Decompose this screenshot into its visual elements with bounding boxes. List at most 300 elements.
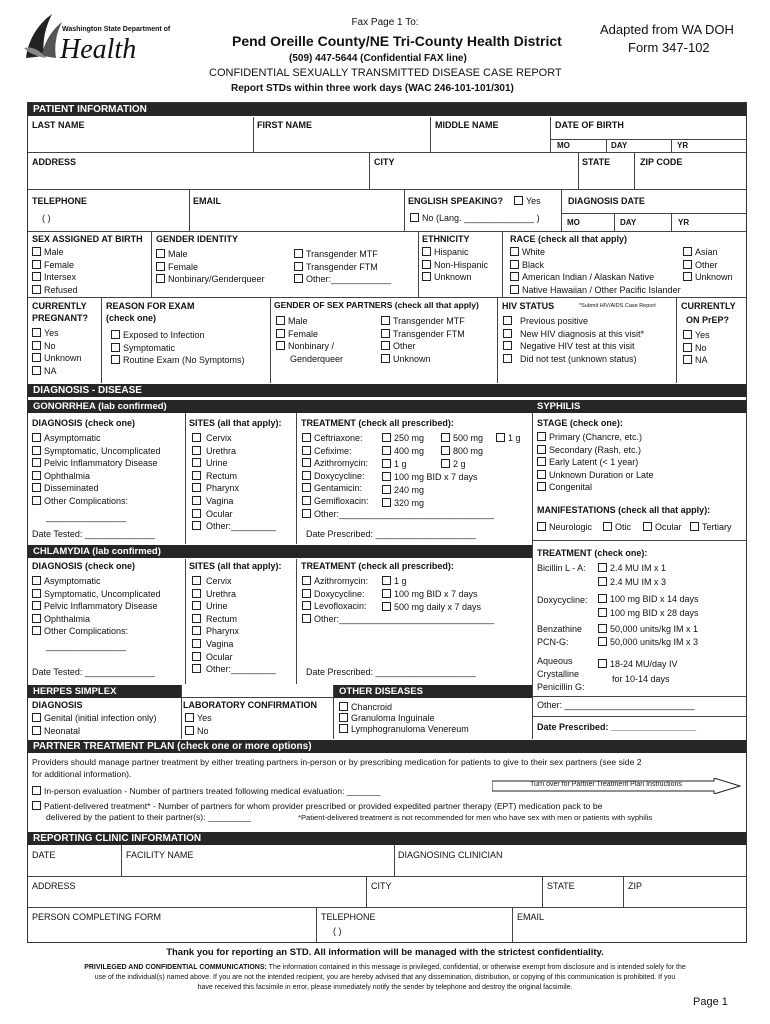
dose-doxy[interactable]: 100 mg BID x 7 days bbox=[382, 472, 478, 482]
aq-iv[interactable]: 18-24 MU/day IV bbox=[598, 659, 678, 669]
prep-yes[interactable]: Yes bbox=[683, 329, 710, 342]
herpes-neonatal-checkbox[interactable] bbox=[32, 726, 41, 735]
chl-site-urethra-checkbox[interactable] bbox=[192, 589, 201, 598]
sex-female-checkbox[interactable] bbox=[32, 260, 41, 269]
bic-1[interactable]: 2.4 MU IM x 1 bbox=[598, 563, 666, 573]
chl-site-other-checkbox[interactable] bbox=[192, 664, 201, 673]
preg-no[interactable]: No bbox=[32, 340, 82, 353]
other-diseases-bar: OTHER DISEASES bbox=[333, 685, 532, 698]
penicillin-label: Penicillin G: bbox=[537, 682, 585, 692]
gsp-other[interactable]: Other bbox=[381, 340, 465, 353]
english-no[interactable] bbox=[410, 213, 540, 223]
gon-other-checkbox[interactable] bbox=[32, 496, 41, 505]
gon-doxycycline[interactable]: Doxycycline: bbox=[302, 470, 494, 483]
prep-yes-checkbox[interactable] bbox=[683, 330, 692, 339]
dose-doxy-checkbox[interactable] bbox=[382, 472, 391, 481]
gon-site-ocular[interactable]: Ocular bbox=[192, 508, 276, 521]
english-no-checkbox[interactable] bbox=[410, 213, 419, 222]
gon-disseminated[interactable]: Disseminated bbox=[32, 482, 161, 495]
last-name-label: LAST NAME bbox=[32, 120, 85, 130]
dose-1g-checkbox[interactable] bbox=[496, 433, 505, 442]
chl-diag-heading: DIAGNOSIS (check one) bbox=[32, 561, 136, 571]
manif-otic-checkbox[interactable] bbox=[603, 522, 612, 531]
dose-400[interactable]: 400 mg bbox=[382, 446, 424, 456]
herpes-genital-checkbox[interactable] bbox=[32, 713, 41, 722]
telephone-label: TELEPHONE bbox=[32, 196, 88, 206]
prep-na[interactable]: NA bbox=[683, 354, 710, 367]
state-label: STATE bbox=[582, 157, 611, 167]
prep-heading-1: CURRENTLY bbox=[681, 301, 736, 311]
gon-ceftriaxone-checkbox[interactable] bbox=[302, 433, 311, 442]
dose-500[interactable]: 500 mg bbox=[441, 433, 483, 443]
gender-mtf-checkbox[interactable] bbox=[294, 249, 303, 258]
race-unknown[interactable]: Unknown bbox=[683, 271, 733, 284]
partner-pdt-checkbox[interactable] bbox=[32, 801, 41, 810]
race-asian-checkbox[interactable] bbox=[683, 247, 692, 256]
chl-pid[interactable]: Pelvic Inflammatory Disease bbox=[32, 600, 161, 613]
race-white-checkbox[interactable] bbox=[510, 247, 519, 256]
chl-site-rectum[interactable]: Rectum bbox=[192, 613, 276, 626]
chl-site-pharynx[interactable]: Pharynx bbox=[192, 625, 276, 638]
gsp-mtf[interactable]: Transgender MTF bbox=[381, 315, 465, 328]
herpes-diag-heading: DIAGNOSIS bbox=[32, 700, 83, 710]
adapted-from: Adapted from WA DOH bbox=[600, 22, 734, 37]
gsp-genderqueer: Genderqueer bbox=[290, 353, 344, 364]
crystalline-label: Crystalline bbox=[537, 669, 580, 679]
race-unknown-checkbox[interactable] bbox=[683, 272, 692, 281]
chl-site-rectum-checkbox[interactable] bbox=[192, 614, 201, 623]
gon-site-rectum-checkbox[interactable] bbox=[192, 471, 201, 480]
other-lgv[interactable]: Lymphogranuloma Venereum bbox=[339, 724, 469, 735]
chl-symptomatic-checkbox[interactable] bbox=[32, 589, 41, 598]
reason-routine[interactable]: Routine Exam (No Symptoms) bbox=[111, 354, 245, 367]
preg-yes-checkbox[interactable] bbox=[32, 328, 41, 337]
gon-site-vagina-checkbox[interactable] bbox=[192, 496, 201, 505]
chl-dose-doxy-checkbox[interactable] bbox=[382, 589, 391, 598]
lab-list bbox=[185, 712, 212, 737]
dose-az-2g[interactable]: 2 g bbox=[441, 459, 466, 469]
race-other[interactable]: Other bbox=[683, 259, 733, 272]
district-name: Pend Oreille County/NE Tri-County Health District bbox=[232, 33, 562, 49]
gon-pid[interactable]: Pelvic Inflammatory Disease bbox=[32, 457, 161, 470]
syph-dox-14[interactable]: 100 mg BID x 14 days bbox=[598, 594, 699, 604]
partner-intro-2: for additional information). bbox=[32, 769, 132, 779]
clinic-facility-label: FACILITY NAME bbox=[126, 850, 194, 860]
patient-info-bar: PATIENT INFORMATION bbox=[28, 103, 746, 116]
race-other-checkbox[interactable] bbox=[683, 260, 692, 269]
gon-gentamicin-checkbox[interactable] bbox=[302, 483, 311, 492]
gon-date-tested: Date Tested: ______________ bbox=[32, 529, 155, 539]
gon-site-rectum[interactable]: Rectum bbox=[192, 470, 276, 483]
partner-pdt[interactable]: Patient-delivered treatment* - Number of partners for whom provider prescribed or provided expedited partner therapy (EPT) medication pack to be bbox=[32, 801, 602, 812]
race-aian[interactable]: American Indian / Alaskan Native bbox=[510, 271, 681, 284]
gsp-other-checkbox[interactable] bbox=[381, 341, 390, 350]
manif-ocular[interactable]: Ocular bbox=[643, 522, 682, 532]
chl-site-ocular-checkbox[interactable] bbox=[192, 652, 201, 661]
lab-yes[interactable]: Yes bbox=[185, 712, 212, 725]
gon-treat-other-checkbox[interactable] bbox=[302, 509, 311, 518]
gon-site-other[interactable]: Other:_________ bbox=[192, 520, 276, 533]
ben-3[interactable]: 50,000 units/kg IM x 3 bbox=[598, 637, 698, 647]
chl-ophthalmia[interactable]: Ophthalmia bbox=[32, 613, 161, 626]
thanks-text: Thank you for reporting an STD. All information will be managed with the strictest confidentiality. bbox=[166, 947, 604, 958]
manif-tertiary[interactable]: Tertiary bbox=[690, 522, 732, 532]
race-heading: RACE (check all that apply) bbox=[510, 234, 628, 244]
gsp-female[interactable]: Female bbox=[276, 328, 343, 341]
chl-azithromycin-checkbox[interactable] bbox=[302, 576, 311, 585]
gon-other[interactable]: Other Complications: bbox=[32, 495, 161, 508]
privileged-heading: PRIVILEGED AND CONFIDENTIAL COMMUNICATIONS: bbox=[84, 964, 267, 971]
gon-site-urethra[interactable]: Urethra bbox=[192, 445, 276, 458]
preg-na[interactable]: NA bbox=[32, 365, 82, 378]
privileged-line-2: use of the individual(s) named above. If you are not the intended recipient, you are hereby advised that any dissemination, distribution, or copying of this communication is prohibited. If you bbox=[94, 974, 676, 981]
gon-pid-checkbox[interactable] bbox=[32, 458, 41, 467]
gon-gemifloxacin[interactable]: Gemifloxacin: bbox=[302, 495, 494, 508]
clinic-clinician-label: DIAGNOSING CLINICIAN bbox=[398, 850, 503, 860]
gon-gentamicin[interactable]: Gentamicin: bbox=[302, 482, 494, 495]
gon-ophthalmia[interactable]: Ophthalmia bbox=[32, 470, 161, 483]
gon-symptomatic[interactable]: Symptomatic, Uncomplicated bbox=[32, 445, 161, 458]
gon-asymptomatic-checkbox[interactable] bbox=[32, 433, 41, 442]
partner-inperson-checkbox[interactable] bbox=[32, 786, 41, 795]
eth-nonhispanic-checkbox[interactable] bbox=[422, 260, 431, 269]
chl-site-urine-checkbox[interactable] bbox=[192, 601, 201, 610]
gsp-ftm[interactable]: Transgender FTM bbox=[381, 328, 465, 341]
gon-azithromycin[interactable]: Azithromycin: bbox=[302, 457, 494, 470]
gon-sites-list bbox=[192, 432, 276, 533]
dose-gent-checkbox[interactable] bbox=[382, 485, 391, 494]
other-chancroid[interactable]: Chancroid bbox=[339, 702, 469, 713]
gsp-nonbinary-checkbox[interactable] bbox=[276, 341, 285, 350]
gsp-ftm-checkbox[interactable] bbox=[381, 329, 390, 338]
dose-gent[interactable]: 240 mg bbox=[382, 485, 424, 495]
pregnant-list bbox=[32, 327, 82, 377]
syph-dox-28-checkbox[interactable] bbox=[598, 608, 607, 617]
gon-gemifloxacin-checkbox[interactable] bbox=[302, 496, 311, 505]
gender-ftm[interactable]: Transgender FTM bbox=[294, 261, 391, 274]
gender-female[interactable]: Female bbox=[156, 261, 265, 274]
aq-days: for 10-14 days bbox=[612, 674, 670, 684]
chl-other[interactable]: Other Complications: bbox=[32, 625, 161, 638]
gsp-mtf-checkbox[interactable] bbox=[381, 316, 390, 325]
hiv-not-tested-checkbox[interactable] bbox=[503, 354, 512, 363]
stage-secondary[interactable]: Secondary (Rash, etc.) bbox=[537, 444, 654, 457]
gsp-male[interactable]: Male bbox=[276, 315, 343, 328]
english-yes[interactable] bbox=[514, 196, 541, 206]
gon-cefixime-checkbox[interactable] bbox=[302, 446, 311, 455]
privileged-notice bbox=[40, 963, 730, 993]
gsp-unknown[interactable]: Unknown bbox=[381, 353, 465, 366]
aqueous-label: Aqueous bbox=[537, 656, 573, 666]
gon-site-pharynx-checkbox[interactable] bbox=[192, 483, 201, 492]
eth-unknown[interactable]: Unknown bbox=[422, 271, 488, 284]
reason-heading: REASON FOR EXAM bbox=[106, 301, 195, 311]
dose-400-checkbox[interactable] bbox=[382, 446, 391, 455]
clinic-email-label: EMAIL bbox=[517, 912, 545, 922]
telephone-paren: ( ) bbox=[42, 213, 51, 223]
syph-dox-14-checkbox[interactable] bbox=[598, 594, 607, 603]
chl-asymptomatic[interactable]: Asymptomatic bbox=[32, 575, 161, 588]
stage-primary[interactable]: Primary (Chancre, etc.) bbox=[537, 431, 654, 444]
clinic-telephone-label: TELEPHONE bbox=[321, 912, 376, 922]
gon-ophthalmia-checkbox[interactable] bbox=[32, 471, 41, 480]
preg-unknown[interactable]: Unknown bbox=[32, 352, 82, 365]
gon-site-urine[interactable]: Urine bbox=[192, 457, 276, 470]
chlamydia-bar: CHLAMYDIA (lab confirmed) bbox=[28, 545, 532, 558]
herpes-bar: HERPES SIMPLEX bbox=[28, 685, 181, 698]
gender-heading: GENDER IDENTITY bbox=[156, 234, 239, 244]
reason-routine-checkbox[interactable] bbox=[111, 355, 120, 364]
gsp-list-a bbox=[276, 315, 343, 365]
gon-site-ocular-checkbox[interactable] bbox=[192, 509, 201, 518]
gsp-female-checkbox[interactable] bbox=[276, 329, 285, 338]
middle-name-label: MIDDLE NAME bbox=[435, 120, 499, 130]
gon-asymptomatic[interactable]: Asymptomatic bbox=[32, 432, 161, 445]
hiv-negative-checkbox[interactable] bbox=[503, 341, 512, 350]
hiv-new[interactable]: New HIV diagnosis at this visit* bbox=[503, 328, 644, 341]
partner-inperson[interactable]: In-person evaluation - Number of partners treated following medical evaluation: _______ bbox=[32, 786, 380, 797]
herpes-neonatal[interactable]: Neonatal bbox=[32, 725, 157, 738]
reason-exposed[interactable]: Exposed to Infection bbox=[111, 329, 245, 342]
gon-treat-heading: TREATMENT (check all prescribed): bbox=[301, 418, 454, 428]
syph-date-prescribed: Date Prescribed: _________________ bbox=[537, 722, 697, 732]
chl-site-ocular[interactable]: Ocular bbox=[192, 651, 276, 664]
race-nhpi-checkbox[interactable] bbox=[510, 285, 519, 294]
reason-list bbox=[111, 329, 245, 367]
stage-secondary-checkbox[interactable] bbox=[537, 445, 546, 454]
chl-dose-levo-checkbox[interactable] bbox=[382, 602, 391, 611]
clinic-date-label: DATE bbox=[32, 850, 56, 860]
eth-hispanic[interactable]: Hispanic bbox=[422, 246, 488, 259]
privileged-line-3: have received this facsimile in error, please immediately notify the sender by telephone and destroy the original facsimile. bbox=[197, 984, 573, 991]
manif-neurologic-checkbox[interactable] bbox=[537, 522, 546, 531]
chl-sites-heading: SITES (all that apply): bbox=[189, 561, 282, 571]
gon-site-urine-checkbox[interactable] bbox=[192, 458, 201, 467]
english-yes-checkbox[interactable] bbox=[514, 196, 523, 205]
clinic-state-label: STATE bbox=[547, 881, 575, 891]
sex-intersex[interactable]: Intersex bbox=[32, 271, 78, 284]
gon-cefixime[interactable]: Cefixime: bbox=[302, 445, 494, 458]
sex-refused[interactable]: Refused bbox=[32, 284, 78, 297]
chl-site-vagina[interactable]: Vagina bbox=[192, 638, 276, 651]
hiv-list bbox=[503, 315, 644, 365]
dose-500-checkbox[interactable] bbox=[441, 433, 450, 442]
eth-nonhispanic[interactable]: Non-Hispanic bbox=[422, 259, 488, 272]
lab-no-checkbox[interactable] bbox=[185, 726, 194, 735]
gon-site-vagina[interactable]: Vagina bbox=[192, 495, 276, 508]
ben-1-checkbox[interactable] bbox=[598, 624, 607, 633]
race-aian-checkbox[interactable] bbox=[510, 272, 519, 281]
sex-male-checkbox[interactable] bbox=[32, 247, 41, 256]
gender-mtf[interactable]: Transgender MTF bbox=[294, 248, 391, 261]
chl-doxycycline-checkbox[interactable] bbox=[302, 589, 311, 598]
sex-female[interactable]: Female bbox=[32, 259, 78, 272]
manif-neurologic[interactable]: Neurologic bbox=[537, 522, 592, 532]
chl-site-cervix-checkbox[interactable] bbox=[192, 576, 201, 585]
bic-1-checkbox[interactable] bbox=[598, 563, 607, 572]
gender-nonbinary[interactable]: Nonbinary/Genderqueer bbox=[156, 273, 265, 286]
clinic-tel-paren: ( ) bbox=[333, 926, 342, 936]
ben-3-checkbox[interactable] bbox=[598, 637, 607, 646]
prep-na-checkbox[interactable] bbox=[683, 355, 692, 364]
race-nhpi[interactable]: Native Hawaiian / Other Pacific Islander bbox=[510, 284, 681, 297]
zip-label: ZIP CODE bbox=[640, 157, 683, 167]
sex-intersex-checkbox[interactable] bbox=[32, 272, 41, 281]
dose-250-checkbox[interactable] bbox=[382, 433, 391, 442]
diag-yr: YR bbox=[678, 218, 690, 227]
chl-pid-checkbox[interactable] bbox=[32, 601, 41, 610]
hiv-previous[interactable]: Previous positive bbox=[503, 315, 644, 328]
chl-treat-other[interactable]: Other:_______________________________ bbox=[302, 613, 494, 626]
race-black-checkbox[interactable] bbox=[510, 260, 519, 269]
clinic-person-label: PERSON COMPLETING FORM bbox=[32, 912, 162, 922]
email-label: EMAIL bbox=[193, 196, 221, 206]
dose-1g[interactable]: 1 g bbox=[496, 433, 521, 443]
syph-dox-28[interactable]: 100 mg BID x 28 days bbox=[598, 608, 699, 618]
race-asian[interactable]: Asian bbox=[683, 246, 733, 259]
gon-azithromycin-checkbox[interactable] bbox=[302, 458, 311, 467]
stage-early-latent[interactable]: Early Latent (< 1 year) bbox=[537, 456, 654, 469]
gender-ftm-checkbox[interactable] bbox=[294, 262, 303, 271]
dose-gemi[interactable]: 320 mg bbox=[382, 498, 424, 508]
chl-asymptomatic-checkbox[interactable] bbox=[32, 576, 41, 585]
race-white[interactable]: White bbox=[510, 246, 681, 259]
manif-ocular-checkbox[interactable] bbox=[643, 522, 652, 531]
preg-yes[interactable]: Yes bbox=[32, 327, 82, 340]
stage-primary-checkbox[interactable] bbox=[537, 432, 546, 441]
chl-treat-heading: TREATMENT (check all prescribed): bbox=[301, 561, 454, 571]
lab-no[interactable]: No bbox=[185, 725, 212, 738]
manif-tertiary-checkbox[interactable] bbox=[690, 522, 699, 531]
stage-early-latent-checkbox[interactable] bbox=[537, 457, 546, 466]
turn-over-arrow bbox=[492, 778, 742, 794]
partner-pdt-2: delivered by the patient to their partner(s): _________ bbox=[46, 812, 251, 822]
dose-az-1g-checkbox[interactable] bbox=[382, 459, 391, 468]
gsp-unknown-checkbox[interactable] bbox=[381, 354, 390, 363]
chl-levofloxacin-checkbox[interactable] bbox=[302, 601, 311, 610]
bic-3-checkbox[interactable] bbox=[598, 577, 607, 586]
gon-site-pharynx[interactable]: Pharynx bbox=[192, 482, 276, 495]
gon-disseminated-checkbox[interactable] bbox=[32, 483, 41, 492]
chl-azithromycin[interactable]: Azithromycin: bbox=[302, 575, 494, 588]
sex-refused-checkbox[interactable] bbox=[32, 285, 41, 294]
dob-label: DATE OF BIRTH bbox=[555, 120, 624, 130]
preg-na-checkbox[interactable] bbox=[32, 366, 41, 375]
chl-ophthalmia-checkbox[interactable] bbox=[32, 614, 41, 623]
gender-other-checkbox[interactable] bbox=[294, 274, 303, 283]
manif-otic[interactable]: Otic bbox=[603, 522, 631, 532]
sex-male[interactable]: Male bbox=[32, 246, 78, 259]
gender-nonbinary-checkbox[interactable] bbox=[156, 274, 165, 283]
chl-site-other[interactable]: Other:_________ bbox=[192, 663, 276, 676]
prep-no[interactable]: No bbox=[683, 342, 710, 355]
gon-symptomatic-checkbox[interactable] bbox=[32, 446, 41, 455]
hiv-previous-checkbox[interactable] bbox=[503, 316, 512, 325]
chl-symptomatic[interactable]: Symptomatic, Uncomplicated bbox=[32, 588, 161, 601]
gon-treat-other[interactable]: Other:_______________________________ bbox=[302, 508, 494, 521]
other-chancroid-checkbox[interactable] bbox=[339, 702, 348, 711]
gsp-nonbinary[interactable]: Nonbinary / bbox=[276, 340, 343, 353]
chl-doxycycline[interactable]: Doxycycline: bbox=[302, 588, 494, 601]
other-granuloma[interactable]: Granuloma Inguinale bbox=[339, 713, 469, 724]
gon-diag-list bbox=[32, 432, 161, 523]
stage-unknown-late-checkbox[interactable] bbox=[537, 470, 546, 479]
reason-symptomatic[interactable]: Symptomatic bbox=[111, 342, 245, 355]
dose-800-checkbox[interactable] bbox=[441, 446, 450, 455]
stage-congenital[interactable]: Congenital bbox=[537, 481, 654, 494]
preg-no-checkbox[interactable] bbox=[32, 341, 41, 350]
aq-iv-checkbox[interactable] bbox=[598, 659, 607, 668]
herpes-genital[interactable]: Genital (initial infection only) bbox=[32, 712, 157, 725]
gender-male[interactable]: Male bbox=[156, 248, 265, 261]
stage-unknown-late[interactable]: Unknown Duration or Late bbox=[537, 469, 654, 482]
chl-dose-az-checkbox[interactable] bbox=[382, 576, 391, 585]
benzathine-label: Benzathine bbox=[537, 624, 583, 634]
other-lgv-checkbox[interactable] bbox=[339, 724, 348, 733]
chl-site-vagina-checkbox[interactable] bbox=[192, 639, 201, 648]
page-number: Page 1 bbox=[693, 996, 728, 1008]
dose-az-2g-checkbox[interactable] bbox=[441, 459, 450, 468]
ben-1[interactable]: 50,000 units/kg IM x 1 bbox=[598, 624, 698, 634]
chl-treat-other-checkbox[interactable] bbox=[302, 614, 311, 623]
chl-other-checkbox[interactable] bbox=[32, 626, 41, 635]
bic-3[interactable]: 2.4 MU IM x 3 bbox=[598, 577, 666, 587]
lab-yes-checkbox[interactable] bbox=[185, 713, 194, 722]
dose-800[interactable]: 800 mg bbox=[441, 446, 483, 456]
hiv-new-checkbox[interactable] bbox=[503, 329, 512, 338]
dob-yr: YR bbox=[677, 141, 689, 150]
chl-dose-az[interactable]: 1 g bbox=[382, 576, 407, 586]
manif-heading: MANIFESTATIONS (check all that apply): bbox=[537, 505, 711, 515]
chl-site-cervix[interactable]: Cervix bbox=[192, 575, 276, 588]
gon-site-cervix[interactable]: Cervix bbox=[192, 432, 276, 445]
gon-doxycycline-checkbox[interactable] bbox=[302, 471, 311, 480]
chl-site-pharynx-checkbox[interactable] bbox=[192, 626, 201, 635]
preg-unknown-checkbox[interactable] bbox=[32, 353, 41, 362]
chl-site-urine[interactable]: Urine bbox=[192, 600, 276, 613]
reason-symptomatic-checkbox[interactable] bbox=[111, 343, 120, 352]
logo-small-text: Washington State Department of bbox=[62, 26, 171, 33]
other-granuloma-checkbox[interactable] bbox=[339, 713, 348, 722]
dose-250[interactable]: 250 mg bbox=[382, 433, 424, 443]
eth-unknown-checkbox[interactable] bbox=[422, 272, 431, 281]
chl-levofloxacin[interactable]: Levofloxacin: bbox=[302, 600, 494, 613]
hiv-note: *Submit HIV/AIDS Case Report bbox=[579, 303, 656, 309]
gender-other[interactable]: Other:____________ bbox=[294, 273, 391, 286]
herpes-list bbox=[32, 712, 157, 737]
gon-ceftriaxone[interactable]: Ceftriaxone: bbox=[302, 432, 494, 445]
gon-site-other-checkbox[interactable] bbox=[192, 521, 201, 530]
race-black[interactable]: Black bbox=[510, 259, 681, 272]
gender-female-checkbox[interactable] bbox=[156, 262, 165, 271]
dose-az-1g[interactable]: 1 g bbox=[382, 459, 407, 469]
gender-male-checkbox[interactable] bbox=[156, 249, 165, 258]
hiv-negative[interactable]: Negative HIV test at this visit bbox=[503, 340, 644, 353]
prep-no-checkbox[interactable] bbox=[683, 343, 692, 352]
stage-congenital-checkbox[interactable] bbox=[537, 482, 546, 491]
reason-exposed-checkbox[interactable] bbox=[111, 330, 120, 339]
chl-dose-levo[interactable]: 500 mg daily x 7 days bbox=[382, 602, 481, 612]
eth-hispanic-checkbox[interactable] bbox=[422, 247, 431, 256]
hiv-not-tested[interactable]: Did not test (unknown status) bbox=[503, 353, 644, 366]
gon-site-urethra-checkbox[interactable] bbox=[192, 446, 201, 455]
gon-site-cervix-checkbox[interactable] bbox=[192, 433, 201, 442]
chl-dose-doxy[interactable]: 100 mg BID x 7 days bbox=[382, 589, 478, 599]
dose-gemi-checkbox[interactable] bbox=[382, 498, 391, 507]
gsp-male-checkbox[interactable] bbox=[276, 316, 285, 325]
privileged-line-1: The information contained in this message is privileged, confidential, or otherwise exempt from disclosure and is intended solely for the bbox=[266, 964, 686, 971]
chl-site-urethra[interactable]: Urethra bbox=[192, 588, 276, 601]
